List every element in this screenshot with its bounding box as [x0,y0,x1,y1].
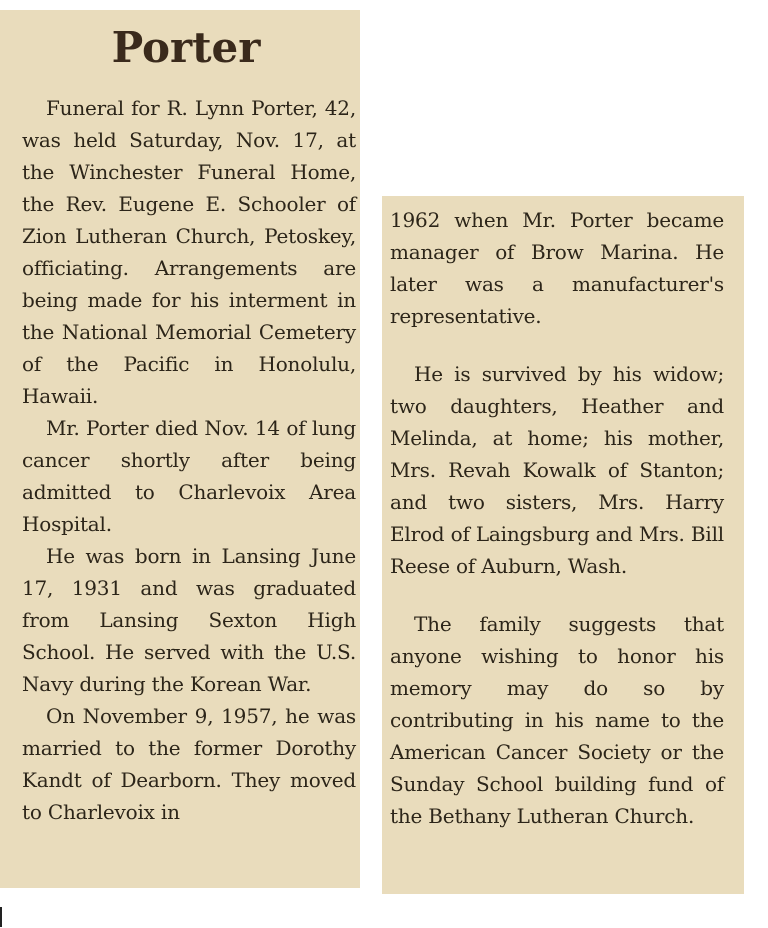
clipping-right-panel [382,196,744,894]
clipping-left-panel [0,10,360,888]
right-column [390,204,724,832]
paragraph-birth: He was born in Lansing June 17, 1931 and was graduated from Lansing Sexton High School. He served with the U.S. Navy during the Korean War. [22,544,356,696]
paragraph-memorial: The family suggests that anyone wishing to honor his memory may do so by contributing in his name to the American Cancer Society or the Sunday School building fund of the Bethany Lutheran Church. [390,612,724,828]
paragraph-marriage: On November 9, 1957, he was married to the former Dorothy Kandt of Dearborn. They moved to Charlevoix in [22,704,356,824]
paragraph-funeral: Funeral for R. Lynn Porter, 42, was held Saturday, Nov. 17, at the Winchester Funeral Home, the Rev. Eugene E. Schooler of Zion Lutheran Church, Petoskey, officiating. Arrangements are being made for his interment in the National Memorial Cemetery of the Pacific in Honolulu, Hawaii. [22,96,356,408]
paragraph-death: Mr. Porter died Nov. 14 of lung cancer shortly after being admitted to Charlevoix Area Hospital. [22,416,356,536]
obituary-headline: Porter [111,23,261,72]
paragraph-career: 1962 when Mr. Porter became manager of Brow Marina. He later was a manufacturer's representative. [390,208,724,328]
paragraph-survivors: He is survived by his widow; two daughters, Heather and Melinda, at home; his mother, Mrs. Revah Kowalk of Stanton; and two sisters, Mrs. Harry Elrod of Laingsburg and Mrs. Bill Reese of Auburn, Wash. [390,362,724,578]
left-column [22,92,356,828]
scan-edge-mark [0,907,2,927]
